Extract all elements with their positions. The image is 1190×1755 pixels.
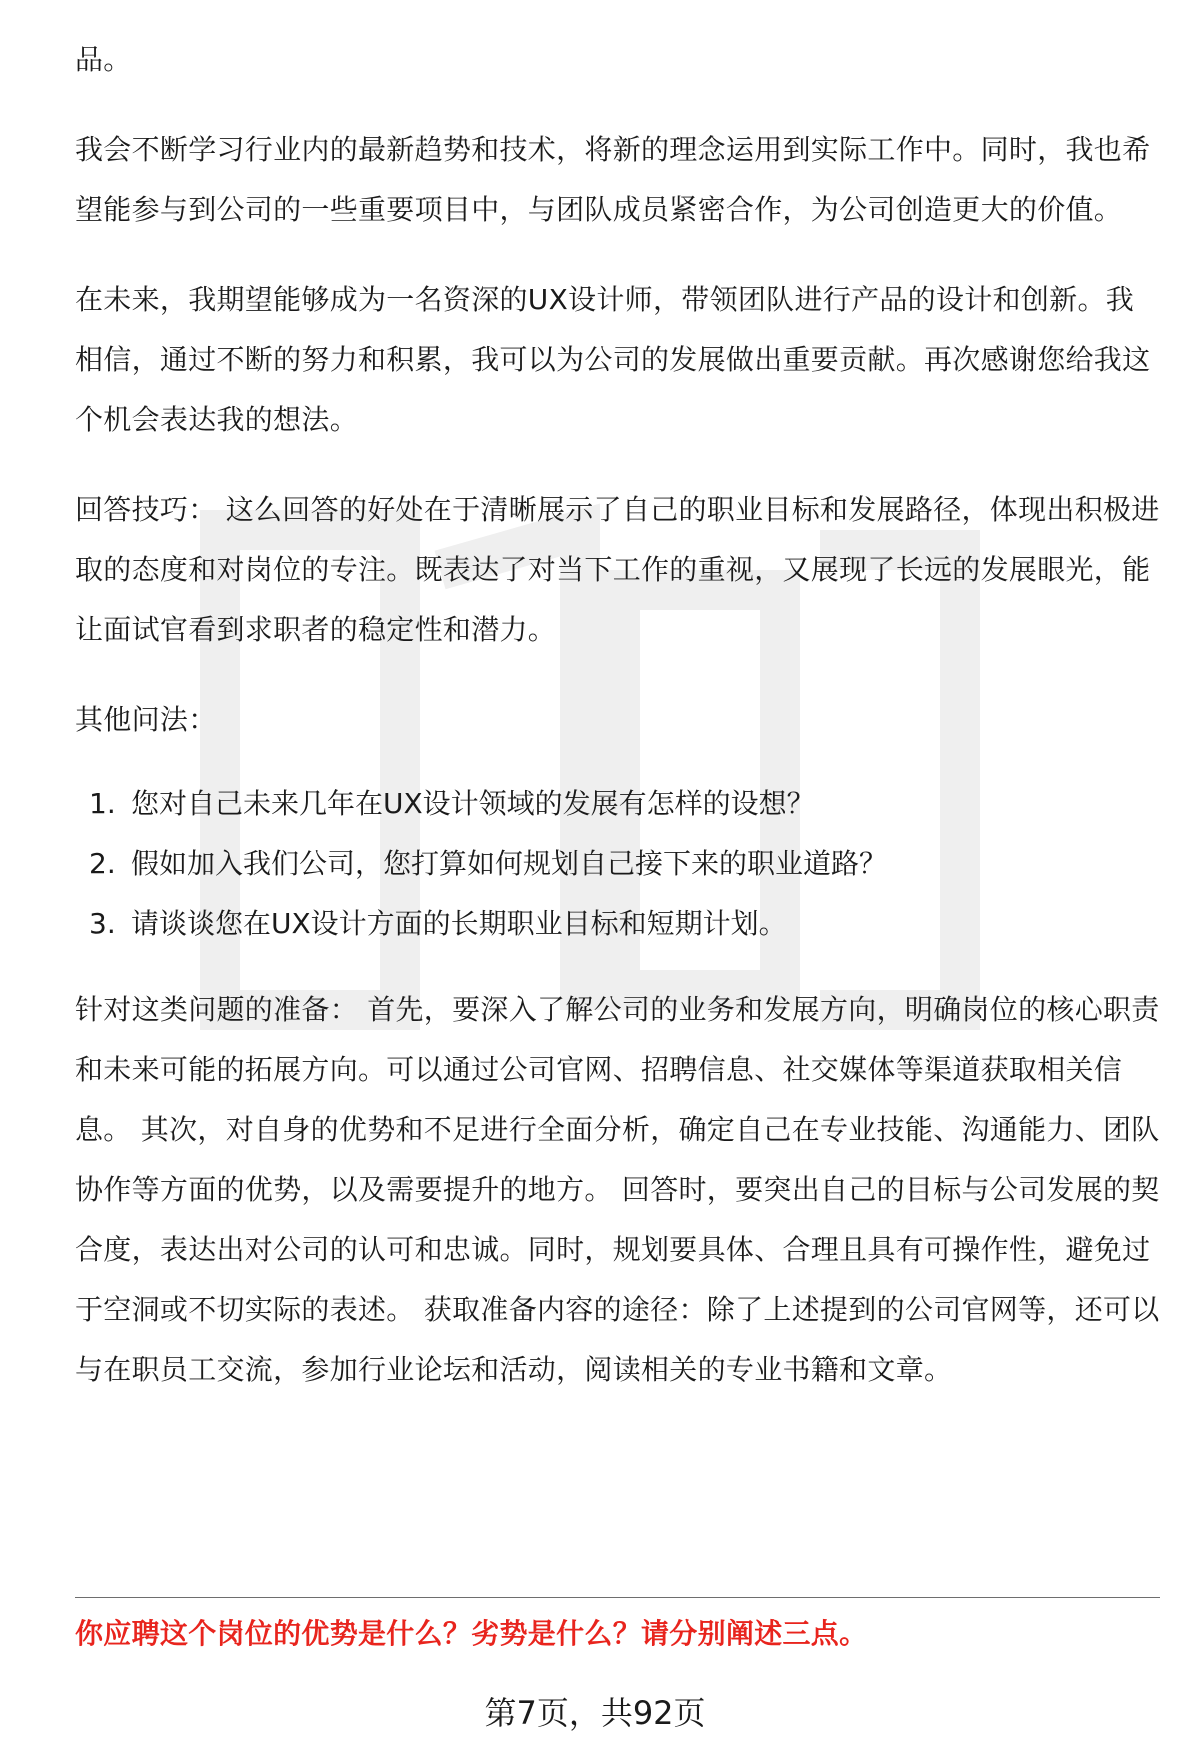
document-body xyxy=(75,30,1160,1430)
list-item xyxy=(75,774,1160,834)
paragraph-other-questions-heading: 其他问法： xyxy=(75,703,217,736)
list-item-number: 1. xyxy=(89,787,116,820)
list-item-number: 2. xyxy=(89,847,116,880)
next-question-heading: 你应聘这个岗位的优势是什么？劣势是什么？请分别阐述三点。 xyxy=(75,1617,868,1650)
paragraph-preparation: 针对这类问题的准备： 首先，要深入了解公司的业务和发展方向，明确岗位的核心职责和未来可能的拓展方向。可以通过公司官网、招聘信息、社交媒体等渠道获取相关信息。 其次，对自身的优势和不足进行全面分析，确定自己在专业技能、沟通能力、团队协作等方面的优势，以及需要提升的地方。 回答时，要突出自己的目标与公司发展的契合度，表达出对公司的认可和忠诚。同时，规划要具体、合理且具有可操作性，避免过于空洞或不切实际的表述。 获取准备内容的途径：除了上述提到的公司官网等，还可以与在职员工交流，参加行业论坛和活动，阅读相关的专业书籍和文章。 xyxy=(75,993,1160,1386)
paragraph-continuation: 品。 xyxy=(75,43,132,76)
list-item-text: 假如加入我们公司，您打算如何规划自己接下来的职业道路？ xyxy=(131,847,888,880)
section-divider xyxy=(75,1597,1160,1598)
list-item xyxy=(75,894,1160,954)
paragraph-future-goal: 在未来，我期望能够成为一名资深的UX设计师，带领团队进行产品的设计和创新。我相信，通过不断的努力和积累，我可以为公司的发展做出重要贡献。再次感谢您给我这个机会表达我的想法。 xyxy=(75,283,1151,436)
paragraph-learning-plan: 我会不断学习行业内的最新趋势和技术，将新的理念运用到实际工作中。同时，我也希望能参与到公司的一些重要项目中，与团队成员紧密合作，为公司创造更大的价值。 xyxy=(75,133,1151,226)
list-item-text: 请谈谈您在UX设计方面的长期职业目标和短期计划。 xyxy=(131,907,787,940)
other-questions-list xyxy=(75,774,1160,954)
list-item-number: 3. xyxy=(89,907,116,940)
paragraph-answer-tips: 回答技巧： 这么回答的好处在于清晰展示了自己的职业目标和发展路径，体现出积极进取的态度和对岗位的专注。既表达了对当下工作的重视，又展现了长远的发展眼光，能让面试官看到求职者的稳定性和潜力。 xyxy=(75,493,1160,646)
list-item xyxy=(75,834,1160,894)
list-item-text: 您对自己未来几年在UX设计领域的发展有怎样的设想？ xyxy=(131,787,815,820)
page-number: 第7页，共92页 xyxy=(484,1694,706,1732)
